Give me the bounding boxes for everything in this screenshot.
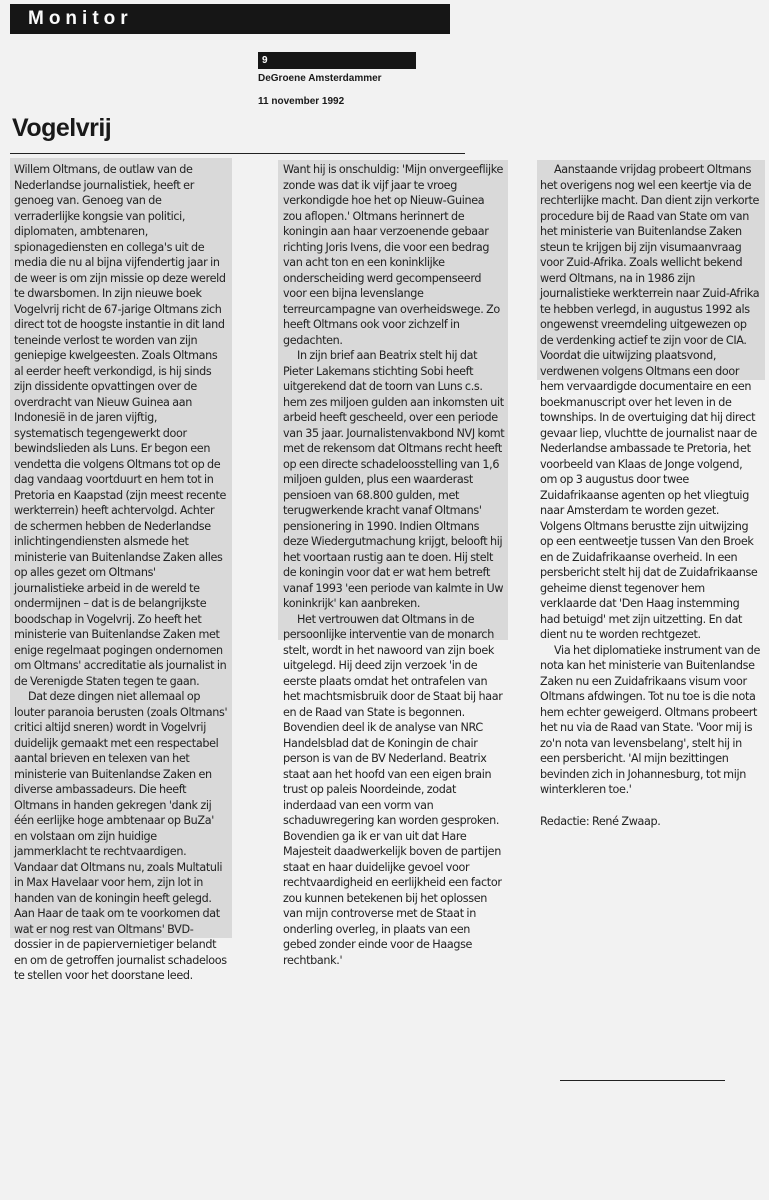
article-end-rule [560, 1080, 725, 1081]
column-1-paragraph-1: Willem Oltmans, de outlaw van de Nederlandse journalistiek, heeft er genoeg van. Genoeg van de verraderlijke kongsie van politici, diplomaten, ambtenaren, spionagediensten en collega's uit de media die nu al bijna vijfendertig jaar in de weer is om zijn missie op deze wereld te dwarsbomen. In zijn nieuwe boek Vogelvrij richt de 67-jarige Oltmans zich direct tot de hoogste instantie in dit land teneinde verlost te worden van zijn geniepige kwelgeesten. Zoals Oltmans al eerder heeft verkondigd, is hij sinds zijn dissidente opvattingen over de overdracht van Nieuw Guinea aan Indonesië in de jaren vijftig, systematisch tegengewerkt door bewindslieden als Luns. Er begon een vendetta die volgens Oltmans tot op de dag vandaag voortduurt en hem tot in Pretoria en Kaapstad (zijn meest recente werkterrein) heeft achtervolgd. Achter de schermen hebben de Nederlandse inlichtingendiensten alsmede het ministerie van Buitenlandse Zaken alles op alles gezet om Oltmans' journalistieke arbeid in de wereld te ondermijnen – dat is de belangrijkste boodschap in Vogelvrij. Zo heeft het ministerie van Buitenlandse Zaken met enige regelmaat pogingen ondernomen om Oltmans' accreditatie als journalist in de Verenigde Staten tegen te gaan. [14, 163, 227, 688]
article-headline: Vogelvrij [12, 114, 112, 142]
publication-box [258, 52, 416, 107]
column-2-paragraph-1: Want hij is onschuldig: 'Mijn onvergeeflijke zonde was dat ik vijf jaar te vroeg verkondigde hoe het op Nieuw-Guinea zou aflopen.' Oltmans herinnert de koningin aan haar verzoenende gebaar richting Joris Ivens, die voor een bedrag van acht ton en een koninklijke onderscheiding werd gecompenseerd voor een bijna levenslange terreurcampagne van overheidswege. Zo heeft Oltmans ook voor zichzelf in gedachten. [283, 163, 504, 347]
article-column-2 [283, 162, 505, 968]
article-column-1 [14, 162, 228, 984]
column-3-paragraph-2: Via het diplomatieke instrument van de nota kan het ministerie van Buitenlandse Zaken nu een Zuidafrikaans visum voor Oltmans afdwingen. Tot nu toe is die nota hem echter geweigerd. Oltmans probeert het nu via de Raad van State. 'Voor mij is zo'n nota van levensbelang', stelt hij in een persbericht. 'Al mijn bezittingen bevinden zich in Johannesburg, tot mijn winterkleren toe.' [540, 643, 760, 796]
headline-rule [10, 153, 465, 154]
column-1-paragraph-2: Dat deze dingen niet allemaal op louter paranoia berusten (zoals Oltmans' critici altijd sneren) wordt in Vogelvrij duidelijk gemaakt met een respectabel aantal brieven en telexen van het ministerie van Buitenlandse Zaken en diverse ambassadeurs. Die heeft Oltmans in handen gekregen 'dank zij één eerlijke hoge ambtenaar op BuZa' en volstaan om zijn huidige jammerklacht te rechtvaardigen. Vandaar dat Oltmans nu, zoals Multatuli in Max Havelaar voor hem, zijn lot in handen van de koningin heeft gelegd. Aan Haar de taak om te voorkomen dat wat er nog rest van Oltmans' BVD-dossier in de papiervernietiger belandt en om de getroffen journalist schadeloos te stellen voor het doorstane leed. [14, 690, 228, 982]
publication-name: DeGroene Amsterdammer [258, 73, 382, 84]
author-credit: Redactie: René Zwaap. [540, 814, 661, 828]
column-3-paragraph-1: Aanstaande vrijdag probeert Oltmans het overigens nog wel een keertje via de rechterlijke macht. Dan dient zijn verkorte procedure bij de Raad van State om van het ministerie van Buitenlandse Zaken steun te krijgen bij zijn visumaanvraag voor Zuid-Afrika. Zoals wellicht bekend werd Oltmans, na in 1986 zijn journalistieke werkterrein naar Zuid-Afrika te hebben verlegd, in augustus 1992 als ongewenst vreemdeling uitgewezen op de verdenking actief te zijn voor de CIA. Voordat die uitwijzing plaatsvond, verdwenen volgens Oltmans een door hem vervaardigde documentaire en een boekmanuscript over het leven in de townships. In de overtuiging dat hij direct gevaar liep, vluchtte de journalist naar de Nederlandse ambassade te Pretoria, het voorbeeld van Klaas de Jonge volgend, om op 3 augustus door twee Zuidafrikaanse agenten op het vliegtuig naar Amsterdam te worden gezet. Volgens Oltmans berustte zijn uitwijzing op een eentweetje tussen Van den Broek en de Zuidafrikaanse overheid. In een persbericht stelt hij dat de Zuidafrikaanse geheime dienst tegenover hem verklaarde dat 'Den Haag instemming had betuigd' met zijn uitzetting. En dat dient nu te worden rechtgezet. [540, 163, 760, 641]
page-number: 9 [258, 52, 416, 69]
publication-date: 11 november 1992 [258, 96, 345, 107]
section-banner [10, 4, 450, 34]
column-2-paragraph-3: Het vertrouwen dat Oltmans in de persoonlijke interventie van de monarch stelt, wordt in het nawoord van zijn boek uitgelegd. Hij deed zijn verzoek 'in de eerste plaats omdat het ontrafelen van het machtsmisbruik door de Staat bij haar en de Raad van State is begonnen. Bovendien deel ik de analyse van NRC Handelsblad dat de Koningin de chair person is van de BV Nederland. Beatrix staat aan het hoofd van een eigen brain trust op paleis Noordeinde, zodat inderdaad van een vorm van schaduwregering kan worden gesproken. Bovendien ga ik er van uit dat Hare Majesteit daadwerkelijk boven de partijen staat en haar duidelijke gevoel voor rechtvaardigheid en eerlijkheid een factor zou kunnen betekenen bij het oplossen van mijn controverse met de Staat in onderling overleg, in plaats van een gebed zonder einde voor de Haagse rechtbank.' [283, 612, 503, 967]
column-2-paragraph-2: In zijn brief aan Beatrix stelt hij dat Pieter Lakemans stichting Sobi heeft uitgerekend dat de toorn van Luns c.s. hem zes miljoen gulden aan inkomsten uit arbeid heeft gescheeld, over een periode van 35 jaar. Journalistenvakbond NVJ komt met de rekensom dat Oltmans recht heeft op een directe schadeloosstelling van 1,6 miljoen gulden, plus een waarderast pensioen van 68.800 gulden, met terugwerkende kracht vanaf Oltmans' pensionering in 1990. Indien Oltmans deze Wiedergutmachung krijgt, belooft hij het voortaan rustig aan te doen. Hij stelt de koningin voor dat er wat hem betreft vanaf 1993 'een periode van kalmte in Uw koninkrijk' kan aanbreken. [283, 349, 505, 610]
article-column-3 [540, 162, 762, 829]
section-name: Monitor [28, 8, 133, 29]
